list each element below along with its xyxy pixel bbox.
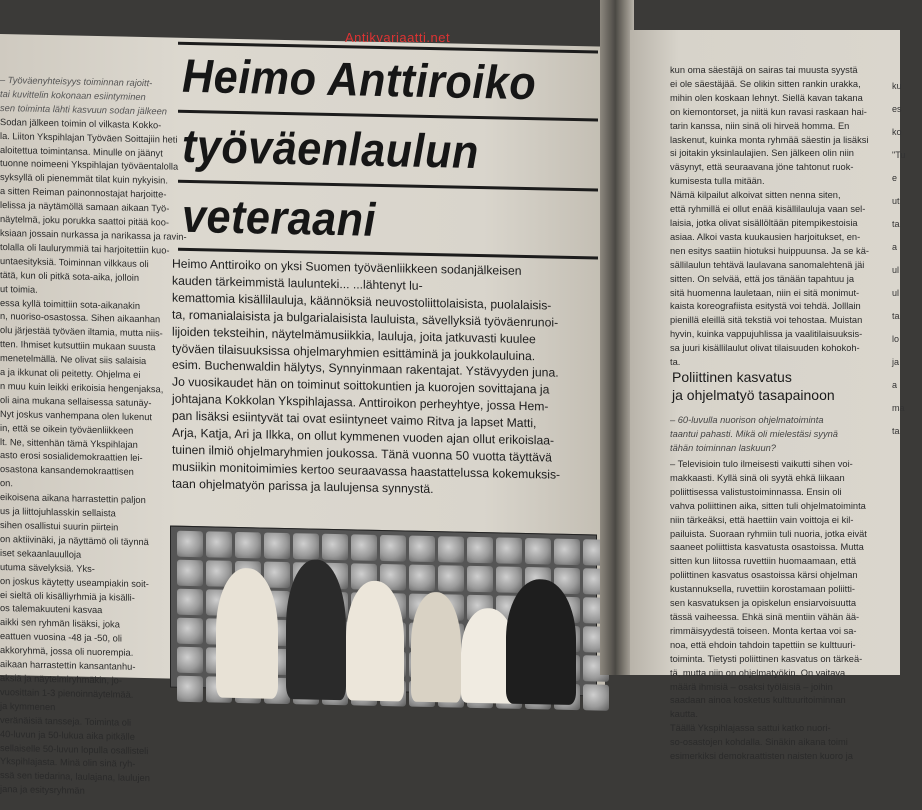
- left-column-line: akkoryhmä, jossa oli nuorempia.: [0, 645, 134, 658]
- right-column-line: ei ole säestäjää. Se olikin sitten rankin urakka,: [670, 78, 861, 89]
- lead-line: musiikin monitoimimies kertoo seuraavassa haastattelussa kokemuksis-: [172, 459, 561, 482]
- left-column-line: in, että se oikein työväenliikkeen: [0, 422, 134, 436]
- answer-line: vahva poliittinen aika, sitten tuli ohjelmatoiminta: [670, 500, 866, 511]
- left-column-body: [0, 116, 187, 801]
- left-column-line: tätä, kun oli pitkä sota-aika, jolloin: [0, 269, 140, 283]
- answer-line: määrä ihmisiä – osaksi työläisiä – joihin: [670, 681, 833, 692]
- answer-line: poliittisessa valistustoiminnassa. Ensin oli: [670, 486, 842, 497]
- answer-line: niin tärkeäksi, että haettiin vain voittoja ei kil-: [670, 514, 854, 525]
- wall-tile: [496, 566, 522, 593]
- person-silhouette: [506, 579, 576, 705]
- left-column-line: Sodan jälkeen toimin ol vilkasta Kokko-: [0, 116, 162, 131]
- lead-line: työväen tilaisuuksissa ohjelmaryhmien esittäminä ja joukkolauluina.: [172, 341, 536, 363]
- wall-tile: [380, 535, 406, 562]
- left-column-line: on.: [0, 478, 13, 489]
- left-column-line: tolalla oli laulurymmiä tai harjoitettiin kuo-: [0, 241, 170, 256]
- left-column-line: a ja ikkunat oli peitetty. Ohjelma ei: [0, 367, 141, 380]
- answer-line: rimmäisyydestä toiseen. Monta kertaa voi sa-: [670, 625, 857, 636]
- question-line: tähän toiminnan laskuun?: [670, 442, 776, 453]
- answer-line: – Televisioin tulo ilmeisesti vaikutti sihen voi-: [670, 459, 853, 469]
- left-column-line: Ykspihlajasta. Minä olin sinä ryh-: [0, 756, 136, 770]
- answer-line: kautta.: [670, 709, 698, 720]
- right-column-line: tarin kanssa, niin sinä oli hirveä homma. En: [670, 120, 850, 131]
- section-subhead: [672, 368, 835, 404]
- left-column-line: n, nuoriso-osastossa. Sihen aikaanhan: [0, 311, 161, 325]
- edge-line: ku: [892, 81, 902, 91]
- edge-line: ma: [892, 403, 905, 413]
- left-column-line: ja kymmenen: [0, 700, 56, 712]
- lead-line: Arja, Katja, Ari ja Ilkka, on ollut kymmenen vuoden ajan ollut erikoislaa-: [172, 425, 555, 448]
- answer-line: toiminta. Tietysti poliittinen kasvatus on tärkeä-: [670, 653, 863, 664]
- interview-answer: [670, 458, 885, 764]
- right-column-line: sällilaulun tehtävä laulavana sanomalehtenä jäi: [670, 259, 865, 270]
- wall-tile: [177, 618, 203, 645]
- right-column-line: sa juuri kisällilaulut olivat tilaisuuden kohokoh-: [670, 343, 860, 354]
- right-column-line: Nämä kilpailut alkoivat sitten nenna siten,: [670, 190, 841, 201]
- left-column-line: syksyllä oli pienemmät tilat kuin nykyisin.: [0, 172, 168, 186]
- left-column-line: untaesityksiä. Toiminnan vilkkaus oli: [0, 255, 149, 269]
- answer-line: noa, että ehdoin tahdoin tapettiin se kulttuuri-: [670, 639, 856, 650]
- answer-line: tä, mutta niin on ohjelmatyökin. On vaitava: [670, 667, 846, 678]
- left-column-line: aloitettua toimintansa. Minulle on jäänyt: [0, 144, 163, 158]
- right-column-line: kaista koreografiista esitystä voi tehdä. Jolllain: [670, 301, 861, 312]
- right-column-line: asiaa. Alkoi vasta kuukausien harjoitukset, en-: [670, 231, 861, 242]
- title-line-3: veteraani: [182, 188, 377, 246]
- left-column-line: aikki sen ryhmän lisäksi, joka: [0, 617, 120, 630]
- left-column-line: essa kyllä toimittiin sota-aikanakin: [0, 297, 141, 311]
- right-column-line: sitten. On selvää, että jos tänään tapahtuu ja: [670, 273, 854, 284]
- edge-line: a: [892, 242, 898, 252]
- left-column-line: Nyt joskus vanhempana olen lukenut: [0, 408, 152, 422]
- wall-tile: [554, 539, 580, 566]
- answer-line: esimerkiksi demokraattisten naisten kuoro ja: [670, 751, 853, 762]
- wall-tile: [235, 532, 261, 559]
- intro-line: sen toiminta lähti kasvuun sodan jälkeen: [0, 102, 167, 117]
- wall-tile: [525, 538, 551, 565]
- left-column-line: n muu kuin leikki erikoisia hengenjaksa,: [0, 380, 164, 395]
- edge-line: e: [892, 173, 898, 183]
- right-column-line: ta.: [670, 357, 681, 368]
- left-column-line: asto erosi sosialidemokraattien lei-: [0, 450, 143, 464]
- right-column-line: laisia, jotka olivat sisällöltään pitempikestoisia: [670, 217, 858, 228]
- left-column-line: on joskus käytetty useampiakin soit-: [0, 575, 149, 589]
- question-line: taantui pahasti. Mikä oli mielestäsi syynä: [670, 428, 838, 439]
- title-line-2: työväenlaulun: [182, 118, 479, 179]
- left-column-line: sellaiselle 50-luvun lopulla osallisteli: [0, 742, 149, 756]
- right-column-line: hyvin, kuinka vappujuhlissa ja vaalitilaisuuksis-: [670, 329, 863, 340]
- left-page: [0, 34, 605, 796]
- left-column-line: tten. Ihmiset kutsuttiin mukaan suusta: [0, 339, 156, 353]
- left-column-line: osastona kansandemokraattisen: [0, 464, 134, 478]
- right-column-line: nen esitys saatiin hiotuksi huippuunsa. Ja se kä-: [670, 245, 869, 256]
- right-page: [630, 30, 906, 762]
- book-gutter: [600, 0, 634, 675]
- intro-line: tai kuvittelin kokonaan esiintyminen: [0, 88, 146, 102]
- edge-line: a: [892, 380, 898, 390]
- wall-tile: [177, 676, 203, 703]
- edge-line: ta: [892, 311, 900, 321]
- left-column-line: ut toimia.: [0, 283, 38, 295]
- right-column-line: väsynyt, että seuraavana jöne tahtonut ruok-: [670, 162, 854, 173]
- answer-line: kustannuksella, ruvettiin korostamaan poliitti-: [670, 584, 855, 595]
- wall-tile: [206, 531, 232, 558]
- lead-line: kemattomia kisällilauluja, käännöksiä neuvostoliittolaisista, puolalaisis-: [172, 290, 552, 313]
- wall-tile: [496, 537, 522, 564]
- wall-tile: [409, 536, 435, 563]
- edge-line: ta: [892, 426, 900, 436]
- left-intro-quote: [0, 74, 168, 119]
- edge-line: ja: [892, 357, 900, 367]
- edge-line: ul: [892, 288, 900, 298]
- left-column-line: sihen osallistui suurin piirtein: [0, 520, 119, 533]
- watermark-text: Antikvariaatti.net: [345, 30, 451, 45]
- left-column-line: ei sieltä oli kisälliyrhmiä ja kisälli-: [0, 589, 135, 603]
- edge-line: "Tu: [892, 150, 906, 160]
- family-photo: [170, 526, 597, 697]
- left-column-line: on aktiivinäki, ja näyttämö oli täynnä: [0, 533, 149, 548]
- lead-line: taan ohjelmatyön parissa ja laulujensa synnystä.: [172, 476, 434, 496]
- person-silhouette: [286, 559, 346, 700]
- edge-line: ta: [892, 219, 900, 229]
- title-line-1: Heimo Anttiroiko: [182, 48, 537, 110]
- left-column-line: menetelmällä. Ne olivat siis salaisia: [0, 353, 147, 367]
- left-column-line: jana ja esitysryhmän: [0, 784, 85, 796]
- wall-tile: [177, 560, 203, 587]
- right-column-line: sitä huomenna lauletaan, niin ei sitä monimut-: [670, 287, 860, 298]
- edge-line: ut: [892, 196, 900, 206]
- right-column-line: kumisesta tulla mitään.: [670, 176, 765, 187]
- lead-line: pan lisäksi esiintyvät tai ovat esiintyneet vaimo Ritva ja lapset Matti,: [172, 408, 537, 431]
- lead-line: johtajana Kokkolan Ykspihlajassa. Anttiroikon perheyhtye, jossa Hem-: [172, 391, 549, 414]
- wall-tile: [409, 565, 435, 592]
- person-silhouette: [216, 568, 278, 699]
- edge-line: lo: [892, 334, 900, 344]
- left-column-line: aikaan harrastettin kansantanhu-: [0, 659, 136, 672]
- right-column-line: laskenut, kuinka monta ryhmää säestin ja lisäksi: [670, 134, 869, 145]
- wall-tile: [322, 534, 348, 561]
- intro-line: – Työväenyhteisyys toiminnan rajoitt-: [0, 75, 153, 89]
- left-column-line: utuma sävelyksiä. Yks-: [0, 561, 95, 574]
- right-column-line: mihin olen koskaan lehnyt. Siellä kavan takana: [670, 92, 863, 103]
- lead-line: esim. Buchenwaldin hälytys, Synnyinmaan rakentajat. Ystävyyden juna.: [172, 358, 559, 381]
- wall-tile: [351, 534, 377, 561]
- left-column-line: a sitten Reiman painonnostajat harjoitte-: [0, 186, 167, 200]
- wall-tile: [438, 536, 464, 563]
- left-column-line: 40-luvun ja 50-lukua aika pitkälle: [0, 728, 135, 742]
- left-column-line: olu järjestää työväen iltamia, mutta niis-: [0, 325, 163, 339]
- wall-tile: [177, 589, 203, 616]
- left-column-line: us ja liittojuhlasskin sellaista: [0, 506, 116, 519]
- answer-line: poliittinen kasvatus osastoissa kärsi ohjelman: [670, 570, 858, 581]
- wall-tile: [467, 566, 493, 593]
- lead-line: ta, romanialaisista ja bulgarialaisista lauluista, sävellyksiä työväenrunoi-: [172, 307, 559, 330]
- right-edge-text: [892, 70, 922, 447]
- left-column-line: vuosittain 1-3 pienoinnäytelmää.: [0, 686, 134, 700]
- right-column-line: kun oma säestäjä on sairas tai muusta syystä: [670, 65, 858, 75]
- answer-line: Täällä Ykspihlajassa sattui katko nuori-: [670, 723, 831, 734]
- lead-line: kauden tärkeimmistä laulunteki... ...lähtenyt lu-: [172, 273, 423, 293]
- left-text-column: [0, 74, 187, 796]
- lead-line: Jo vuosikaudet hän on toiminut soittokuntien ja kuorojen sovittajana ja: [172, 374, 550, 397]
- lead-line: tuinen ilmiö ohjelmaryhmien joukossa. Tänä vuonna 50 vuotta täyttävä: [172, 442, 552, 465]
- right-column-line: on kiemontorset, ja niitä kun ravasi raskaan hai-: [670, 106, 867, 117]
- left-column-line: os talemakuuteni kasvaa: [0, 603, 103, 616]
- person-silhouette: [411, 592, 461, 703]
- lead-line: Heimo Anttiroiko on yksi Suomen työväenliikkeen sodanjälkeisen: [172, 256, 522, 278]
- left-column-line: eikoisena aikana harrastettin paljon: [0, 492, 146, 506]
- left-column-line: ksiaan jossain nurkassa ja narikassa ja ravin-: [0, 227, 187, 242]
- left-column-line: lt. Ne, sittenhän tämä Ykspihlajan: [0, 436, 138, 450]
- answer-line: makkaasti. Kyllä sinä oli syytä ehkä liikaan: [670, 472, 845, 483]
- right-column-line: si joitakin yksinlaulajien. Sen jälkeen olin niin: [670, 148, 854, 159]
- edge-line: ul: [892, 265, 900, 275]
- right-column-line: pienillä eleillä sitä tekstiä voi tehostaa. Muistan: [670, 315, 863, 326]
- left-column-line: la. Liiton Ykspihlajan Työväen Soittajiin heti: [0, 130, 178, 145]
- edge-line: es: [892, 104, 902, 114]
- wall-tile: [177, 647, 203, 674]
- answer-line: saaneet poliittista kasvatusta osastoissa. Mutta: [670, 542, 864, 553]
- right-column-line: että ryhmillä ei ollut enää kisällilauluja vaan sel-: [670, 204, 866, 215]
- left-column-line: tuonne noimeeni Ykspihlajan työväentalolla: [0, 158, 179, 173]
- question-line: – 60-luvulla nuorison ohjelmatoiminta: [670, 415, 824, 425]
- wall-tile: [438, 565, 464, 592]
- edge-line: ko: [892, 127, 902, 137]
- answer-line: pailuista. Suoraan ryhmiin tuli nuoria, jotka eivät: [670, 528, 867, 539]
- left-column-line: veränäisiä tansseja. Toiminta oli: [0, 714, 132, 728]
- person-silhouette: [346, 580, 404, 701]
- left-column-line: lelissa ja näytämöllä samaan aikaan Työ-: [0, 200, 170, 214]
- lead-line: lijoiden teksteihin, näytelmämusiikkia, lauluja, joita jatkuvasti kuulee: [172, 324, 536, 346]
- subhead-line-1: Poliittinen kasvatus: [672, 369, 792, 385]
- answer-line: tässä vaiheessa. Ehkä sinä mentiin vähän ää-: [670, 611, 860, 622]
- left-column-line: oli aina mukana sellaisessa satunäy-: [0, 394, 152, 409]
- answer-line: saadaan ainoa kosketus kulttuuritoiminnan: [670, 695, 846, 706]
- wall-tile: [293, 533, 319, 560]
- left-column-line: ssä sen tiedarina, laulajana, laulujen: [0, 770, 150, 784]
- answer-line: sen kasvatuksen ja opiskelun ensiarvoisuutta: [670, 598, 857, 609]
- answer-line: so-osastojen kohdalla. Sinäkin aikana toimi: [670, 737, 848, 748]
- left-column-line: aksiä ja näytelmiryhmäkin, jo-: [0, 672, 122, 686]
- left-column-line: eattuen vuosina -48 ja -50, oli: [0, 631, 122, 644]
- wall-tile: [583, 684, 609, 711]
- left-column-line: näytelmä, joku porukka saattoi pitää koo-: [0, 214, 169, 228]
- answer-line: sitten kun liitossa ruvettiin huomaamaan, että: [670, 556, 857, 567]
- wall-tile: [467, 537, 493, 564]
- wall-tile: [177, 531, 203, 558]
- interview-question: [670, 414, 885, 456]
- lead-paragraph: [172, 256, 602, 502]
- subhead-line-2: ja ohjelmatyö tasapainoon: [672, 387, 835, 403]
- left-column-line: iset sekaanlauulloja: [0, 547, 82, 560]
- right-column-top: [670, 64, 885, 370]
- wall-tile: [264, 533, 290, 560]
